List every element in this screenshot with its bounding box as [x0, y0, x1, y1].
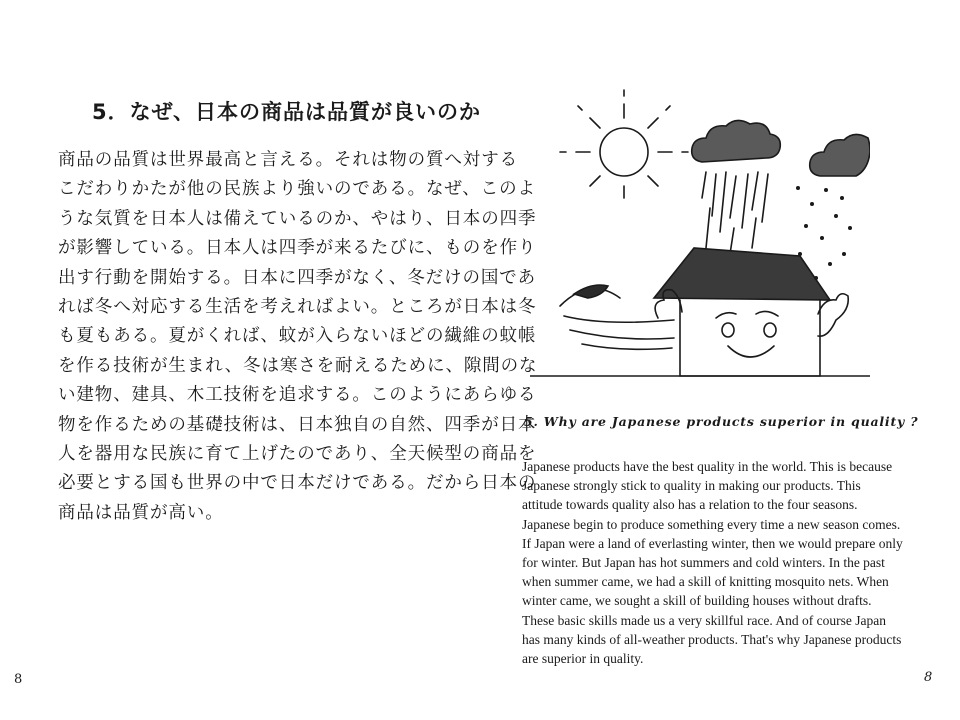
right-page: [480, 0, 960, 720]
english-line: These basic skills made us a very skillful race. And of course Japan: [522, 612, 887, 628]
page-number-left: 8: [14, 672, 23, 687]
japanese-line: 必要とする国も世界の中で日本だけである。だから日本の: [58, 473, 537, 494]
japanese-line: を作る技術が生まれ、冬は寒さを耐えるために、隙間のな: [58, 355, 538, 376]
japanese-line: 出す行動を開始する。日本に四季がなく、冬だけの国であ: [58, 267, 537, 288]
japanese-line: こだわりかたが他の民族より強いのである。なぜ、このよ: [58, 179, 536, 200]
japanese-line: が影響している。日本人は四季が来るたびに、ものを作り: [58, 238, 537, 259]
japanese-line: 物を作るための基礎技術は、日本独自の自然、四季が日本: [58, 414, 537, 435]
snow-cloud-icon: [810, 134, 870, 176]
house-icon: [530, 248, 870, 376]
rain-cloud-icon: [692, 120, 781, 254]
english-line: Japanese strongly stick to quality in making our products. This: [522, 478, 861, 494]
japanese-line: うな気質を日本人は備えているのか、やはり、日本の四季: [58, 208, 537, 229]
japanese-line: い建物、建具、木工技術を追求する。このようにあらゆる: [58, 385, 537, 406]
english-line: has many kinds of all-weather products. That's why Japanese products: [522, 631, 902, 647]
japanese-line: 人を器用な民族に育て上げたのであり、全天候型の商品を: [58, 443, 537, 464]
japanese-title: 5．なぜ、日本の商品は品質が良いのか: [92, 100, 481, 124]
japanese-body: [58, 146, 538, 528]
english-line: are superior in quality.: [522, 650, 644, 666]
house-weather-illustration: [530, 78, 870, 396]
japanese-line: も夏もある。夏がくれば、蚊が入らないほどの繊維の蚊帳: [58, 326, 537, 347]
japanese-line: 商品の品質は世界最高と言える。それは物の質へ対する: [58, 150, 518, 170]
sun-icon: [560, 90, 688, 198]
english-line: when summer came, we had a skill of knitting mosquito nets. When: [522, 574, 889, 590]
japanese-line: 商品は品質が高い。: [58, 502, 224, 523]
english-line: winter came, we sought a skill of building houses without drafts.: [522, 593, 872, 609]
english-body: [522, 457, 947, 668]
page-number-right: 8: [924, 670, 933, 685]
english-line: If Japan were a land of everlasting winter, then we would prepare only: [522, 535, 903, 551]
english-line: for winter. But Japan has hot summers and cold winters. In the past: [522, 554, 885, 570]
english-line: Japanese products have the best quality in the world. This is because: [522, 459, 893, 474]
english-line: Japanese begin to produce something every time a new season comes.: [522, 516, 901, 532]
japanese-line: れば冬へ対応する生活を考えればよい。ところが日本は冬: [58, 296, 537, 317]
illustration-caption: 5. Why are Japanese products superior in quality ?: [524, 414, 919, 429]
english-line: attitude towards quality also has a relation to the four seasons.: [522, 497, 858, 513]
